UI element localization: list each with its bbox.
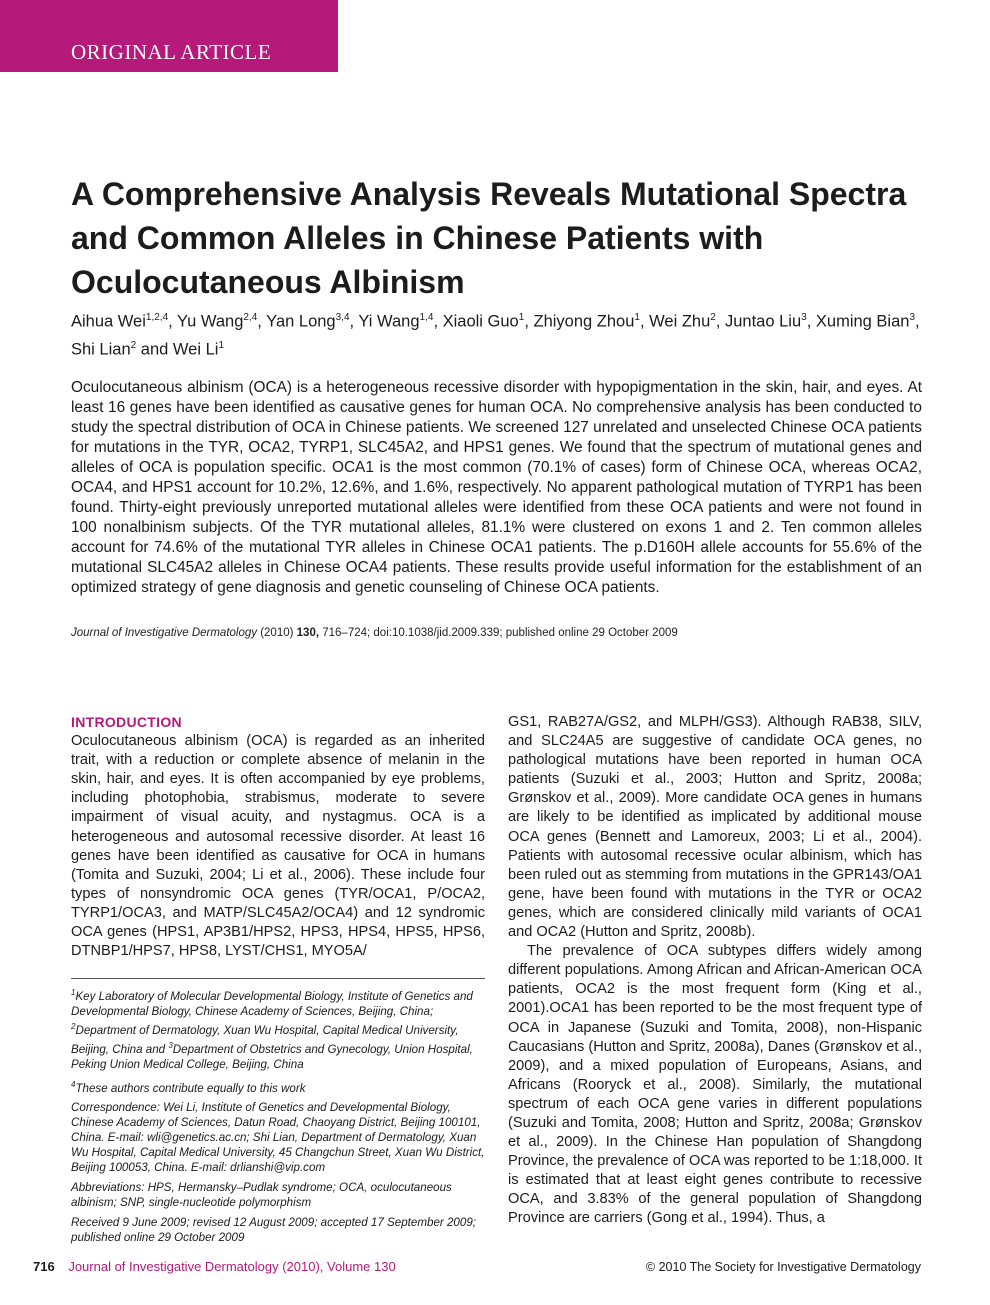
correspondence-note: Correspondence: Wei Li, Institute of Genetics and Developmental Biology, Chinese Academy of Sciences, Datun Road, Chaoyang District, Beijing 100101, China. E-mail: wli@genetics.ac.cn; Shi Lian, Department of Dermatology, Xuan Wu Hospital, Capital Medical University, 45 Changchun Street, Xuan Wu District, Beijing 100053, China. E-mail: drlianshi@vip.com xyxy=(71,1101,485,1175)
abbreviations-note: Abbreviations: HPS, Hermansky–Pudlak syndrome; OCA, oculocutaneous albinism; SNP, single-nucleotide polymorphism xyxy=(71,1181,452,1210)
affiliations: $^1$Key Laboratory of Molecular Developmental Biology, Institute of Genetics and Developmental Biology, Chinese Academy of Sciences, Beijing, China; $^2$Department of Dermatology, Xuan Wu Hospital, Capital Medical University, Beijing, China and $^3$Department of Obstetrics and Gynecology, Union Hospital, Peking Union Medical College, Beijing, China xyxy=(71,988,473,1071)
body-column-right xyxy=(508,713,922,1229)
article-type-banner xyxy=(0,0,338,72)
page-footer-right xyxy=(646,1260,921,1274)
author-affiliation-marker: 1 xyxy=(218,339,225,351)
body-paragraph: The prevalence of OCA subtypes differs widely among different populations. Among African and African-American OCA patients, OCA2 is the most frequent form (King et al., 2001).OCA1 has been reported to be the most frequent type of OCA in Japanese (Suzuki and Tomita, 2008), non-Hispanic Caucasians (Hutton and Spritz, 2008a), Danes (Grønskov et al., 2009), and a mixed population of Europeans, Asians, and Africans (Rooryck et al., 2008). Similarly, the mutational spectrum of each OCA gene varies in different populations (Suzuki and Tomita, 2008; Hutton and Spritz, 2008a; Grønskov et al., 2009). In the Chinese Han population of Shangdong Province, the prevalence of OCA was reported to be 1:18,000. It is estimated that at least eight genes contribute to recessive OCA, and 3.83% of the general population of Shangdong Province are carriers (Gong et al., 1994). Thus, a xyxy=(508,943,922,1227)
author-affiliation-marker: 2 xyxy=(710,312,716,323)
author-affiliation-marker: 2 xyxy=(130,339,137,351)
author-affiliation-marker: 1,2,4 xyxy=(145,312,169,323)
author-affiliation-marker: 3 xyxy=(801,312,807,323)
author-affiliation-marker: 1 xyxy=(634,312,640,323)
footer-journal: Journal of Investigative Dermatology (2010), Volume 130 xyxy=(68,1259,396,1274)
author: Xiaoli Guo xyxy=(442,312,519,331)
author-affiliation-marker: 3,4 xyxy=(335,312,350,323)
author: Shi Lian xyxy=(71,340,131,358)
copyright-symbol: © xyxy=(645,1260,656,1274)
author: Zhiyong Zhou xyxy=(533,312,635,331)
author: Wei Zhu xyxy=(649,312,711,331)
author: Yan Long xyxy=(266,312,336,331)
citation-volume: 130, xyxy=(296,627,320,639)
body-paragraph: GS1, RAB27A/GS2, and MLPH/GS3). Although RAB38, SILV, and SLC24A5 are suggestive of candidate OCA genes, no pathological mutations have been reported in human OCA patients (Suzuki et al., 2003; Hutton and Spritz, 2008a; Grønskov et al., 2009). More candidate OCA genes in humans are likely to be identified as implicated by additional mouse OCA genes (Bennett and Lamoreux, 2003; Li et al., 2004). Patients with autosomal recessive ocular albinism, which has been ruled out as stemming from mutations in the GPR143/OA1 gene, have been found with mutations in the TYR or OCA2 genes, which are considered clinically mild variants of OCA1 and OCA2 (Hutton and Spritz, 2008b). xyxy=(508,714,922,941)
body-paragraph: Oculocutaneous albinism (OCA) is regarded as an inherited trait, with a reduction or complete absence of melanin in the skin, hair, and eyes. It is often accompanied by eye problems, including photophobia, strabismus, moderate to severe impairment of visual acuity, and nystagmus. OCA is a heterogeneous and autosomal recessive disorder. At least 16 genes have been identified as causative for OCA in humans (Tomita and Suzuki, 2004; Li et al., 2006). These include four types of nonsyndromic OCA genes (TYR/OCA1, P/OCA2, TYRP1/OCA3, and MATP/SLC45A2/OCA4) and 12 syndromic OCA genes (HPS1, AP3B1/HPS2, HPS3, HPS4, HPS5, HPS6, DTNBP1/HPS7, HPS8, LYST/CHS1, MYO5A/ xyxy=(71,733,485,960)
author: Aihua Wei xyxy=(71,312,146,331)
author: Wei Li xyxy=(172,340,219,358)
copyright-text: 2010 The Society for Investigative Dermatology xyxy=(655,1260,921,1274)
equal-contribution-note: $^4$These authors contribute equally to this work xyxy=(71,1079,306,1095)
author-affiliation-marker: 1,4 xyxy=(419,312,434,323)
author-affiliation-marker: 1 xyxy=(518,312,525,323)
abstract: Oculocutaneous albinism (OCA) is a heterogeneous recessive disorder with hypopigmentation in the skin, hair, and eyes. At least 16 genes have been identified as causative genes for human OCA. No comprehensive analysis has been conducted to study the spectral distribution of OCA in Chinese patients. We screened 127 unrelated and unselected Chinese OCA patients for mutations in the TYR, OCA2, TYRP1, SLC45A2, and HPS1 genes. We found that the spectrum of mutational genes and alleles of OCA is population specific. OCA1 is the most common (70.1% of cases) form of Chinese OCA, whereas OCA2, OCA4, and HPS1 account for 10.2%, 12.6%, and 1.6%, respectively. No apparent pathological mutation of TYRP1 has been found. Thirty-eight previously unreported mutational alleles were identified from these OCA patients and were not found in 100 nonalbinism subjects. Of the TYR mutational alleles, 81.1% were clustered on exons 1 and 2. Ten common alleles account for 74.6% of the mutational TYR alleles in Chinese OCA1 patients. The p.D160H allele accounts for 55.6% of the mutational SLC45A2 alleles in Chinese OCA4 patients. These results provide useful information for the establishment of an optimized strategy of gene diagnosis and genetic counseling of Chinese OCA patients. xyxy=(71,379,922,596)
author: Xuming Bian xyxy=(815,312,910,331)
section-heading-introduction: INTRODUCTION xyxy=(71,714,182,730)
article-type-label: ORIGINAL ARTICLE xyxy=(71,40,272,64)
page-number: 716 xyxy=(33,1259,55,1274)
page-footer-left xyxy=(33,1259,396,1274)
author-affiliation-marker: 2,4 xyxy=(243,312,258,323)
received-dates: Received 9 June 2009; revised 12 August 2009; accepted 17 September 2009; published online 29 October 2009 xyxy=(71,1216,476,1245)
author-list: Aihua Wei$^{1,2,4}$, Yu Wang$^{2,4}$, Yan Long$^{3,4}$, Yi Wang$^{1,4}$, Xiaoli Guo$^1$, Zhiyong Zhou$^1$, Wei Zhu$^2$, Juntao Liu$^3$, Xuming Bian$^3$, Shi Lian$^2$ and Wei Li$^1$ xyxy=(71,312,920,358)
author: Yi Wang xyxy=(358,312,420,331)
citation-details: 716–724; doi:10.1038/jid.2009.339; published online 29 October 2009 xyxy=(319,627,678,639)
citation-year: (2010) xyxy=(257,627,297,639)
author: Yu Wang xyxy=(177,312,244,331)
citation-line xyxy=(71,627,931,639)
citation-journal: Journal of Investigative Dermatology xyxy=(71,627,258,639)
author-affiliation-marker: 3 xyxy=(909,312,916,323)
author: Juntao Liu xyxy=(725,312,802,331)
article-title: A Comprehensive Analysis Reveals Mutational Spectra and Common Alleles in Chinese Patients with Oculocutaneous Albinism xyxy=(71,176,907,300)
footnote-divider xyxy=(71,978,485,979)
footnotes xyxy=(71,985,485,1250)
body-column-left xyxy=(71,713,485,961)
